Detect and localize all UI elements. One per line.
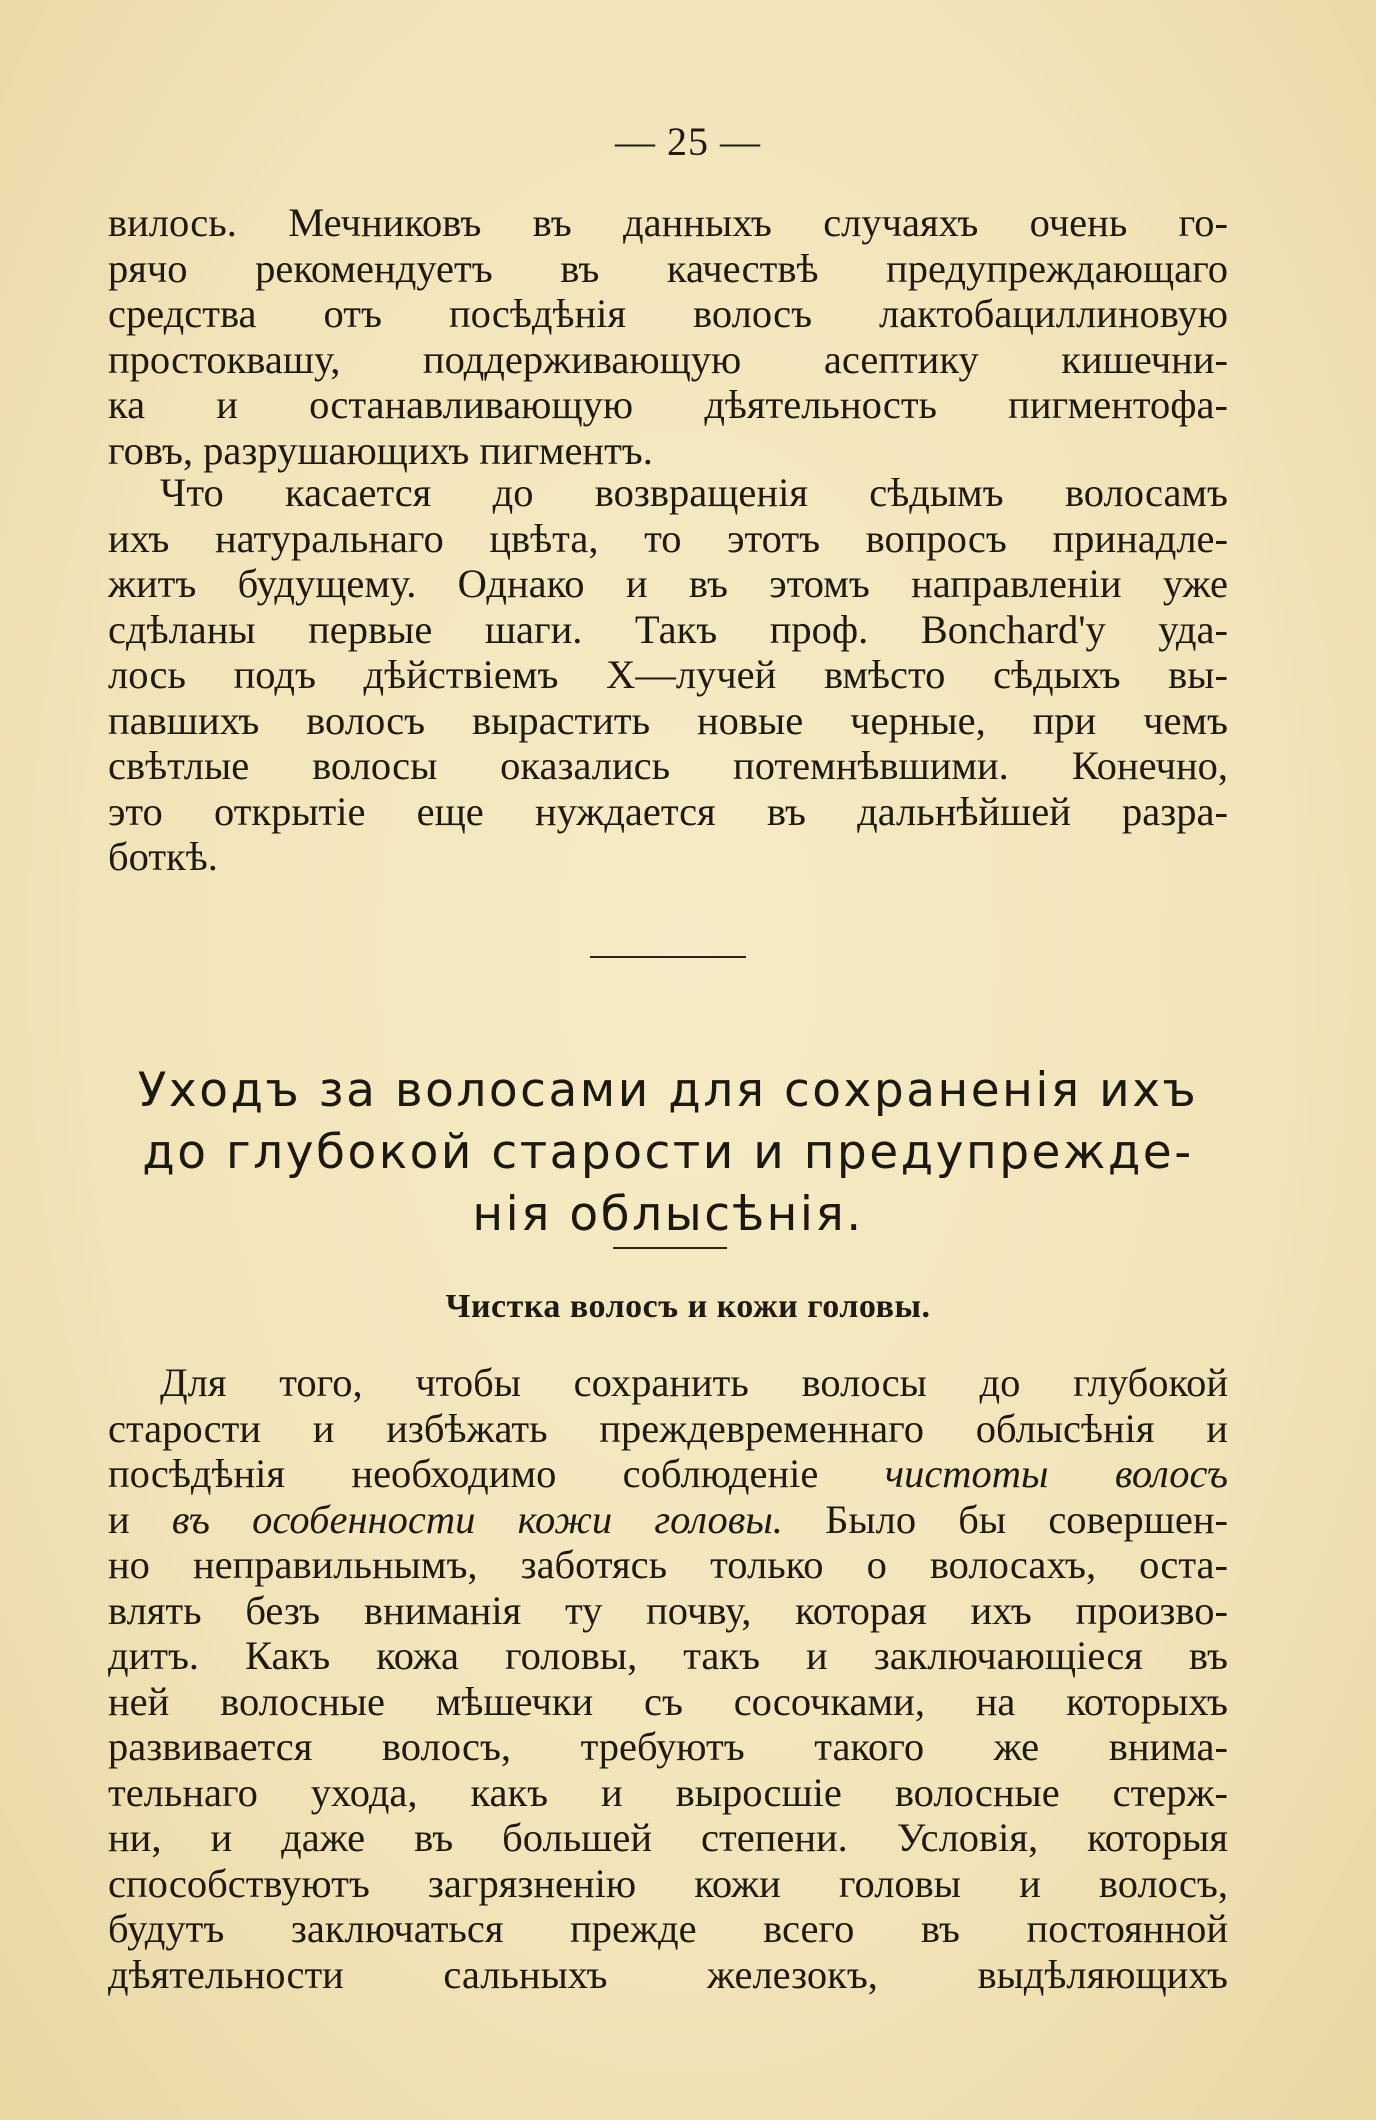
text-line: влять безъ вниманія ту почву, которая ихъ произво- bbox=[108, 1587, 1228, 1633]
emphasized-text: въ особенности кожи головы. bbox=[171, 1496, 783, 1542]
text-line: дитъ. Какъ кожа головы, такъ и заключающіеся въ bbox=[108, 1633, 1228, 1678]
text-line: ихъ натуральнаго цвѣта, то этотъ вопросъ принадле- bbox=[108, 515, 1228, 561]
text-line: житъ будущему. Однако и въ этомъ направленіи уже bbox=[108, 561, 1228, 606]
section-divider bbox=[590, 956, 746, 958]
text-line: ни, и даже въ большей степени. Условія, которыя bbox=[108, 1815, 1228, 1860]
text-line: ка и останавливающую дѣятельность пигментофа- bbox=[108, 382, 1228, 427]
text-line: павшихъ волосъ вырастить новые черные, при чемъ bbox=[108, 697, 1228, 743]
text-line: способствуютъ загрязненію кожи головы и волосъ, bbox=[108, 1860, 1228, 1906]
paragraph-hair-color bbox=[108, 470, 1228, 880]
text-line: сдѣланы первые шаги. Такъ проф. Bonchard'у уда- bbox=[108, 606, 1228, 652]
section-heading bbox=[108, 1060, 1228, 1246]
page-number: — 25 — bbox=[615, 119, 761, 164]
subsection-heading: Чистка волосъ и кожи головы. bbox=[445, 1288, 931, 1325]
emphasized-text: чистоты волосъ bbox=[884, 1451, 1228, 1496]
text-line: Что касается до возвращенія сѣдымъ волосамъ bbox=[160, 470, 1228, 515]
text-line: будутъ заключаться прежде всего въ постоянной bbox=[108, 1906, 1228, 1951]
text-line: развивается волосъ, требуютъ такого же внима- bbox=[108, 1724, 1228, 1769]
text-line bbox=[108, 1451, 1228, 1497]
text-line: рячо рекомендуетъ въ качествѣ предупреждающаго bbox=[108, 245, 1228, 291]
text-line: простоквашу, поддерживающую асептику кишечни- bbox=[108, 336, 1228, 382]
paragraph-cleaning bbox=[108, 1360, 1228, 1997]
text-line: вилось. Мечниковъ въ данныхъ случаяхъ очень го- bbox=[108, 200, 1228, 245]
heading-divider bbox=[613, 1247, 727, 1249]
text-line: свѣтлые волосы оказались потемнѣвшими. Конечно, bbox=[108, 743, 1228, 788]
text-line: лось подъ дѣйствіемъ X—лучей вмѣсто сѣдыхъ вы- bbox=[108, 652, 1228, 697]
text-line: ней волосные мѣшечки съ сосочками, на которыхъ bbox=[108, 1678, 1228, 1724]
text-line: это открытіе еще нуждается въ дальнѣйшей разра- bbox=[108, 788, 1228, 834]
text-line bbox=[108, 1497, 1228, 1543]
text-line: но неправильнымъ, заботясь только о волосахъ, оста- bbox=[108, 1542, 1228, 1587]
text-line: дѣятельности сальныхъ железокъ, выдѣляющихъ bbox=[108, 1951, 1228, 1997]
text-run: Было бы совершен- bbox=[782, 1496, 1228, 1542]
text-line: Для того, чтобы сохранить волосы до глубокой bbox=[160, 1360, 1228, 1405]
heading-line: до глубокой старости и предупрежде- bbox=[142, 1125, 1194, 1180]
text-line: боткѣ. bbox=[108, 834, 218, 879]
text-run: и bbox=[108, 1496, 172, 1542]
text-line: средства отъ посѣдѣнія волосъ лактобациллиновую bbox=[108, 291, 1228, 336]
heading-line: нія облысѣнія. bbox=[472, 1187, 864, 1242]
text-line: тельнаго ухода, какъ и выросшіе волосные стерж- bbox=[108, 1769, 1228, 1815]
text-run: посѣдѣнія необходимо соблюденіе bbox=[108, 1451, 885, 1496]
text-line: старости и избѣжать преждевременнаго облысѣнія и bbox=[108, 1405, 1228, 1451]
paragraph-continued bbox=[108, 200, 1228, 473]
text-line: говъ, разрушающихъ пигментъ. bbox=[108, 427, 653, 473]
heading-line: Уходъ за волосами для сохраненія ихъ bbox=[137, 1063, 1199, 1118]
